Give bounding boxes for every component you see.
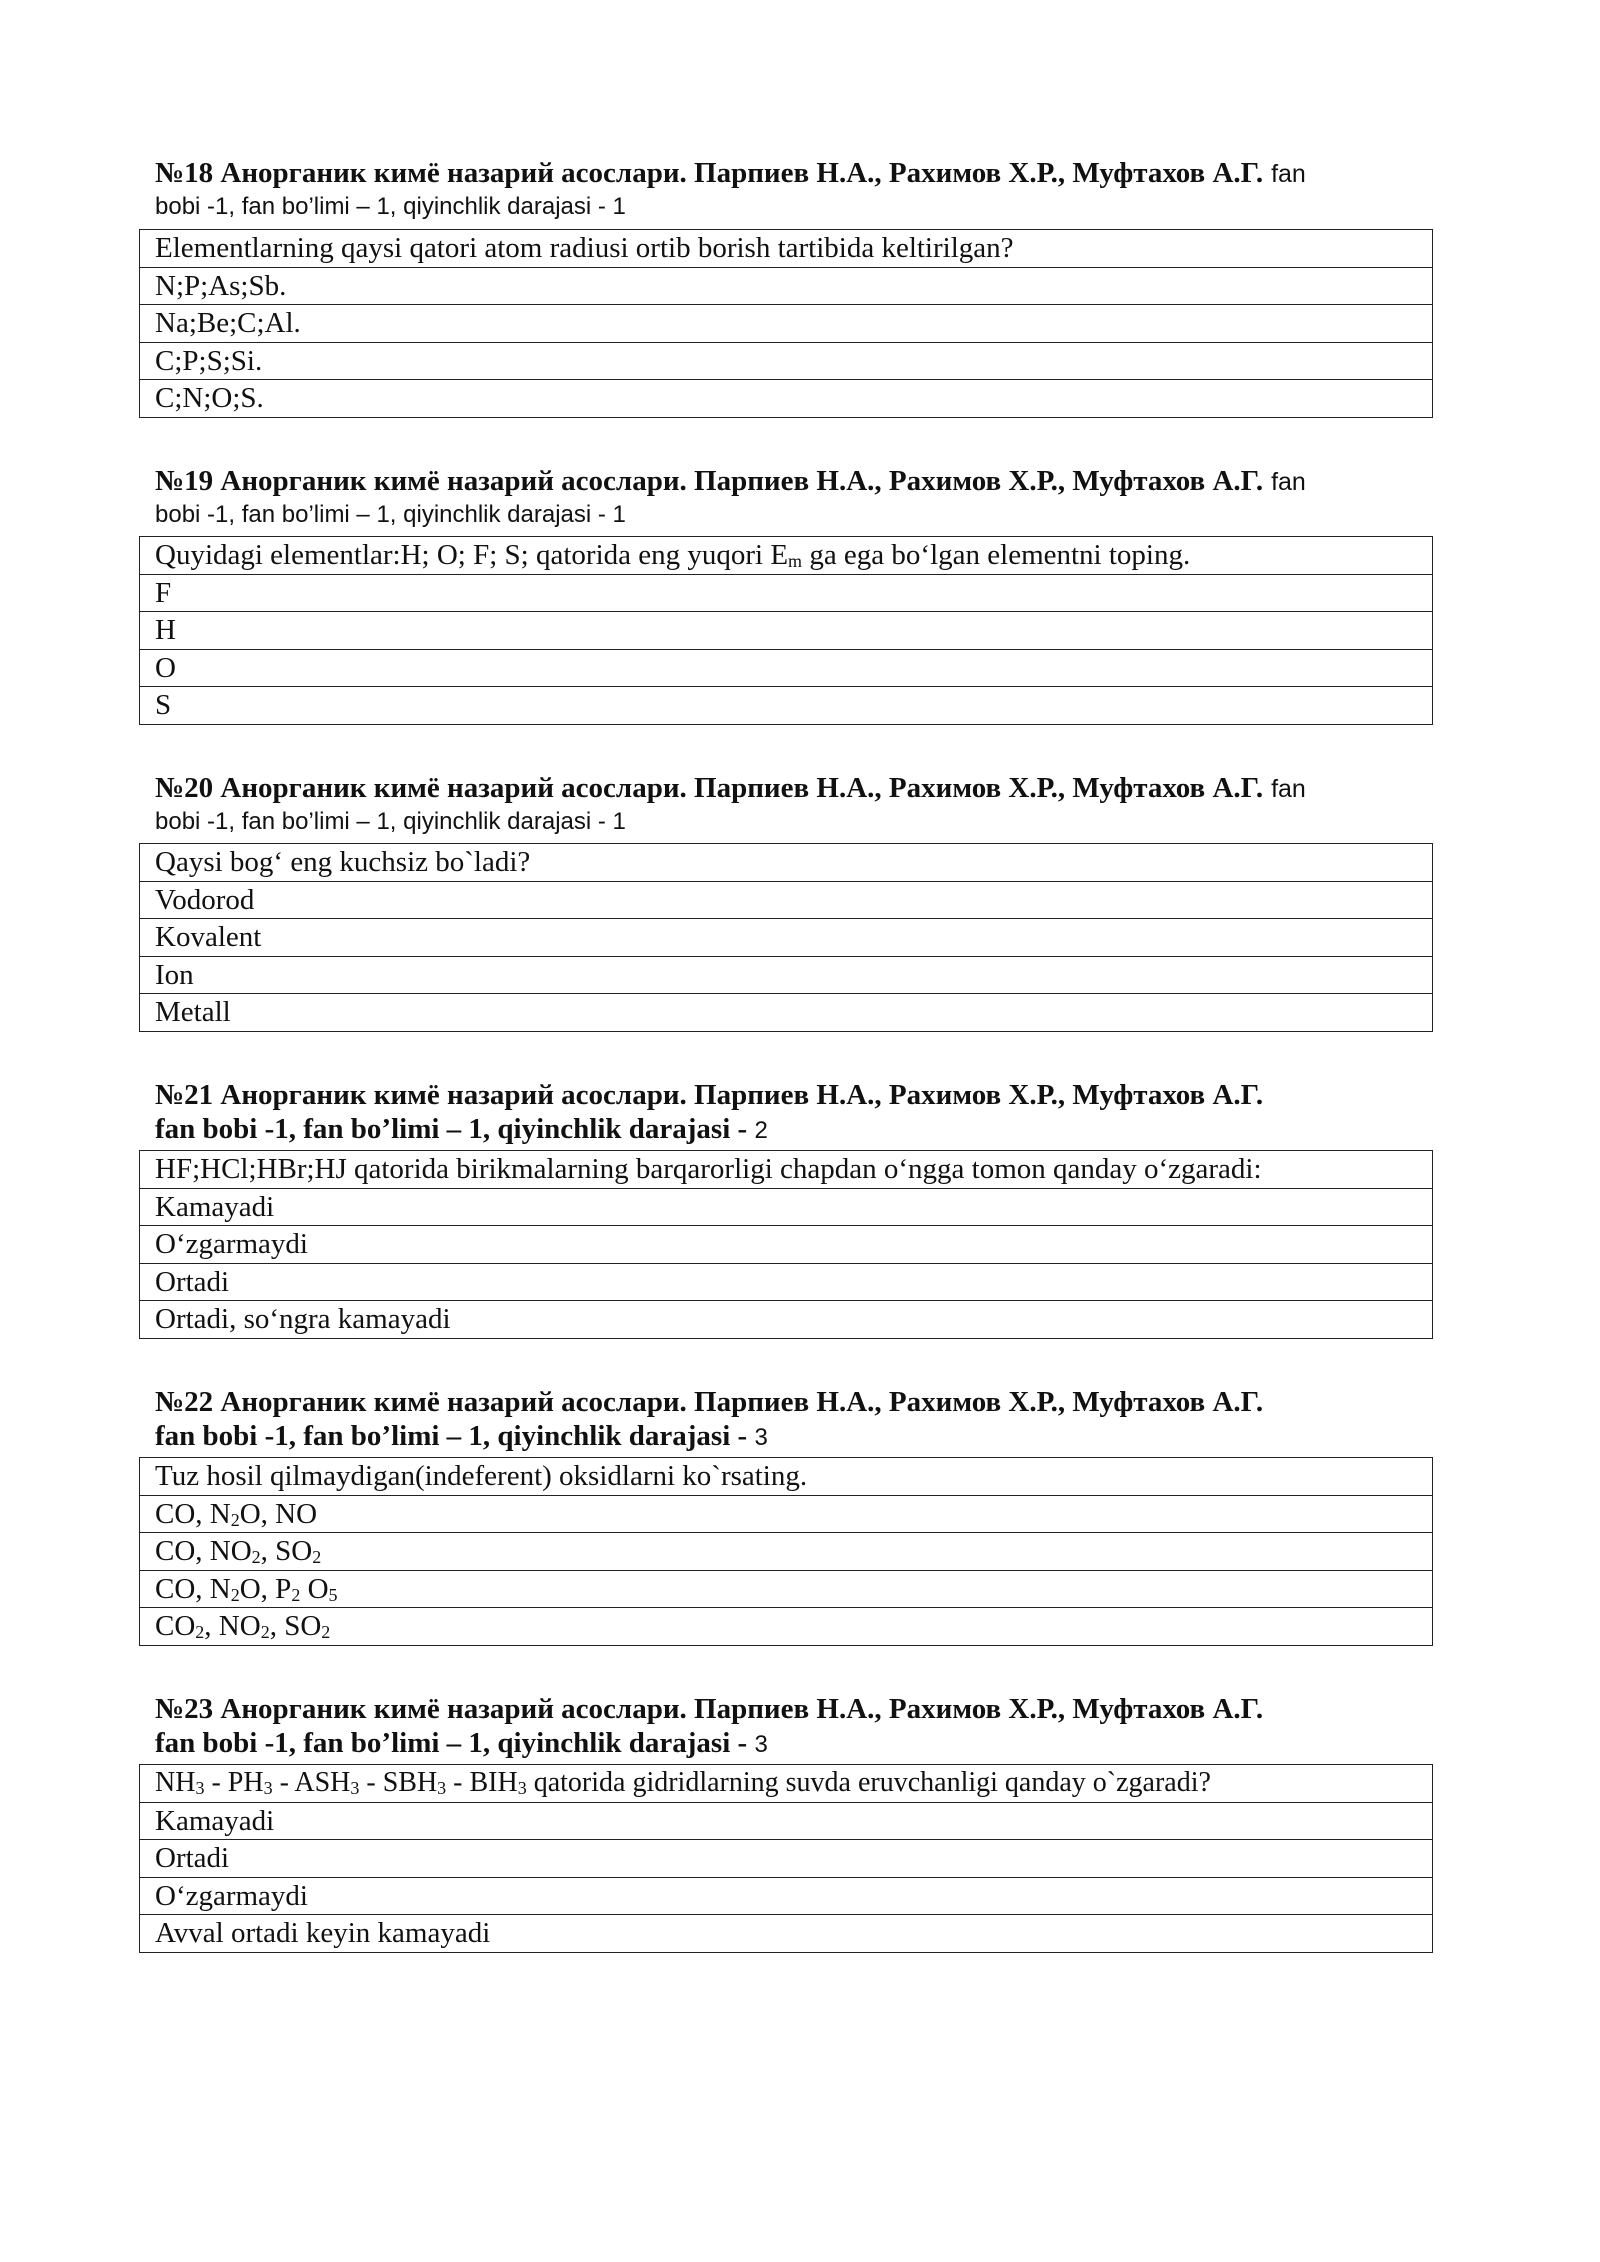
- answer-option: Na;Be;C;Al.: [140, 305, 1433, 343]
- answer-option: CO, $N_2O$, NO: [140, 1495, 1433, 1533]
- question-meta: bobi -1, fan bo’limi – 1, qiyinchlik darajasi - 1: [155, 808, 626, 835]
- question-number: №20: [155, 772, 214, 804]
- question-text: Tuz hosil qilmaydigan(indeferent) oksidlarni ko`rsating.: [140, 1458, 1433, 1496]
- question-text: $NH_3 - PH_3 - ASH_3 - SBH_3 - BIH_3$ qatorida gidridlarning suvda eruvchanligi qanday o`zgaradi?: [140, 1765, 1433, 1803]
- question-title: Анорганик кимё назарий асослари. Парпиев Н.А., Рахимов Х.Р., Муфтахов А.Г.: [220, 772, 1264, 804]
- question-number: №21: [155, 1079, 214, 1111]
- answer-option: Avval ortadi keyin kamayadi: [140, 1915, 1433, 1953]
- answer-option: CO, $NO_2$, $SO_2$: [140, 1533, 1433, 1571]
- question-text: Elementlarning qaysi qatori atom radiusi ortib borish tartibida keltirilgan?: [140, 230, 1433, 268]
- answer-option: Kovalent: [140, 919, 1433, 957]
- question-table: [139, 1457, 1433, 1646]
- question-table: [139, 1150, 1433, 1339]
- question-title: Анорганик кимё назарий асослари. Парпиев Н.А., Рахимов Х.Р., Муфтахов А.Г.: [220, 157, 1264, 189]
- answer-option: C;N;O;S.: [140, 380, 1433, 418]
- question-text: HF;HCl;HBr;HJ qatorida birikmalarning barqarorligi chapdan o‘ngga tomon qanday o‘zgaradi:: [140, 1151, 1433, 1189]
- answer-option: $CO_2$, $NO_2$, $SO_2$: [140, 1608, 1433, 1646]
- answer-option: C;P;S;Si.: [140, 342, 1433, 380]
- difficulty-level: 3: [754, 1731, 768, 1758]
- answer-option: Ortadi: [140, 1840, 1433, 1878]
- answer-option: H: [140, 612, 1433, 650]
- answer-option: O‘zgarmaydi: [140, 1877, 1433, 1915]
- question-text: Qaysi bog‘ eng kuchsiz bo`ladi?: [140, 844, 1433, 882]
- question-number: №22: [155, 1386, 214, 1418]
- answer-option: CO, $N_2O$, $P_2$ $O_5$: [140, 1570, 1433, 1608]
- question-title: Анорганик кимё назарий асослари. Парпиев Н.А., Рахимов Х.Р., Муфтахов А.Г.: [220, 1079, 1264, 1111]
- question-meta: bobi -1, fan bo’limi – 1, qiyinchlik darajasi - 1: [155, 193, 626, 220]
- answer-option: Vodorod: [140, 881, 1433, 919]
- question-number: №19: [155, 465, 214, 497]
- answer-option: O‘zgarmaydi: [140, 1226, 1433, 1264]
- question-title: Анорганик кимё назарий асослари. Парпиев Н.А., Рахимов Х.Р., Муфтахов А.Г.: [220, 1693, 1264, 1725]
- question-text: Quyidagi elementlar:H; O; F; S; qatorida eng yuqori $E_m$ ga ega bo‘lgan elementni toping.: [140, 537, 1433, 575]
- question-title: Анорганик кимё назарий асослари. Парпиев Н.А., Рахимов Х.Р., Муфтахов А.Г.: [220, 1386, 1264, 1418]
- answer-option: Ion: [140, 956, 1433, 994]
- meta-fan: fan: [1271, 468, 1306, 496]
- answer-option: Ortadi, so‘ngra kamayadi: [140, 1301, 1433, 1339]
- question-meta: fan bobi -1, fan bo’limi – 1, qiyinchlik darajasi - 2: [155, 1113, 768, 1145]
- question-meta: fan bobi -1, fan bo’limi – 1, qiyinchlik darajasi - 3: [155, 1420, 768, 1452]
- question-meta: bobi -1, fan bo’limi – 1, qiyinchlik darajasi - 1: [155, 501, 626, 528]
- difficulty-level: 3: [754, 1424, 768, 1451]
- question-number: №23: [155, 1693, 214, 1725]
- question-meta: fan bobi -1, fan bo’limi – 1, qiyinchlik darajasi - 3: [155, 1727, 768, 1759]
- answer-option: Ortadi: [140, 1263, 1433, 1301]
- answer-option: O: [140, 649, 1433, 687]
- question-table: [139, 1764, 1433, 1953]
- answer-option: S: [140, 687, 1433, 725]
- answer-option: Metall: [140, 994, 1433, 1032]
- question-table: [139, 229, 1433, 418]
- meta-fan: fan: [1271, 160, 1306, 188]
- answer-option: N;P;As;Sb.: [140, 267, 1433, 305]
- question-table: [139, 536, 1433, 725]
- question-number: №18: [155, 157, 214, 189]
- answer-option: Kamayadi: [140, 1188, 1433, 1226]
- question-table: [139, 843, 1433, 1032]
- meta-fan: fan: [1271, 775, 1306, 803]
- answer-option: F: [140, 574, 1433, 612]
- question-title: Анорганик кимё назарий асослари. Парпиев Н.А., Рахимов Х.Р., Муфтахов А.Г.: [220, 465, 1264, 497]
- difficulty-level: 2: [754, 1117, 768, 1144]
- answer-option: Kamayadi: [140, 1802, 1433, 1840]
